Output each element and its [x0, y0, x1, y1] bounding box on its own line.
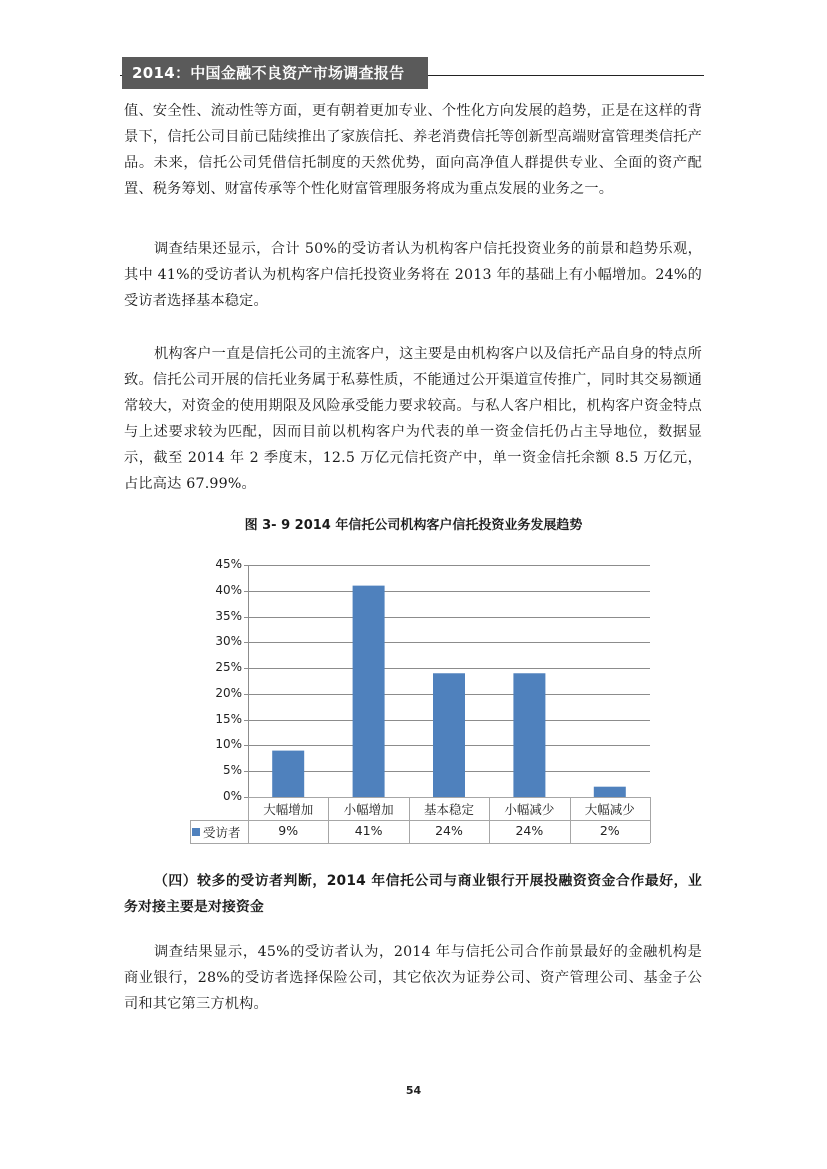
y-tick-label: 25% — [215, 659, 242, 674]
body-paragraph-4: 调查结果显示，45%的受访者认为，2014 年与信托公司合作前景最好的金融机构是商业银行，28%的受访者选择保险公司，其它依次为证券公司、资产管理公司、基金子公司和其它第三方机构。 — [124, 944, 702, 1012]
bar — [594, 787, 626, 797]
category-label: 小幅增加 — [343, 802, 394, 817]
data-table-value: 41% — [354, 823, 383, 838]
section-heading: （四）较多的受访者判断，2014 年信托公司与商业银行开展投融资资金合作最好，业务对接主要是对接资金 — [124, 873, 702, 915]
figure-caption: 图 3- 9 2014 年信托公司机构客户信托投资业务发展趋势 — [244, 518, 583, 533]
y-tick-label: 35% — [215, 608, 242, 623]
y-tick-label: 30% — [215, 633, 242, 648]
bar — [433, 673, 465, 797]
body-paragraph-3: 机构客户一直是信托公司的主流客户，这主要是由机构客户以及信托产品自身的特点所致。信托公司开展的信托业务属于私募性质，不能通过公开渠道宣传推广，同时其交易额通常较大，对资金的使用期限及风险承受能力要求较高。与私人客户相比，机构客户资金特点与上述要求较为匹配，因而目前以机构客户为代表的单一资金信托仍占主导地位，数据显示，截至 2014 年 2 季度末，12.5 万亿元信托资产中，单一资金信托余额 8.5 万亿元，占比高达 67.99%。 — [124, 346, 702, 492]
data-table-value: 9% — [278, 823, 299, 838]
page-number: 54 — [405, 1084, 422, 1097]
bar — [513, 673, 545, 797]
body-paragraph-1: 值、安全性、流动性等方面，更有朝着更加专业、个性化方向发展的趋势，正是在这样的背景下，信托公司目前已陆续推出了家族信托、养老消费信托等创新型高端财富管理类信托产品。未来，信托公司凭借信托制度的天然优势，面向高净值人群提供专业、全面的资产配置、税务筹划、财富传承等个性化财富管理服务将成为重点发展的业务之一。 — [124, 103, 702, 197]
running-header: 2014：中国金融不良资产市场调查报告 — [122, 57, 428, 89]
category-label: 大幅减少 — [584, 802, 635, 817]
bar — [272, 751, 304, 797]
y-tick-label: 5% — [222, 762, 242, 777]
y-tick-label: 20% — [215, 685, 242, 700]
legend-label: 受访者 — [203, 825, 241, 840]
category-label: 基本稳定 — [423, 802, 474, 817]
y-tick-label: 10% — [215, 736, 242, 751]
data-table-value: 24% — [435, 823, 463, 838]
category-label: 大幅增加 — [263, 802, 314, 817]
chart-legend — [190, 822, 248, 842]
bar — [353, 586, 385, 797]
data-table-value: 2% — [599, 823, 620, 838]
category-label: 小幅减少 — [504, 802, 555, 817]
y-tick-label: 45% — [215, 556, 242, 571]
y-tick-label: 0% — [222, 788, 242, 803]
y-tick-label: 40% — [215, 582, 242, 597]
y-tick-label: 15% — [215, 711, 242, 726]
body-paragraph-2: 调查结果还显示，合计 50%的受访者认为机构客户信托投资业务的前景和趋势乐观，其中 41%的受访者认为机构客户信托投资业务将在 2013 年的基础上有小幅增加。24%的受访者选择基本稳定。 — [124, 241, 702, 309]
legend-swatch-icon — [192, 828, 200, 836]
data-table-value: 24% — [515, 823, 544, 838]
